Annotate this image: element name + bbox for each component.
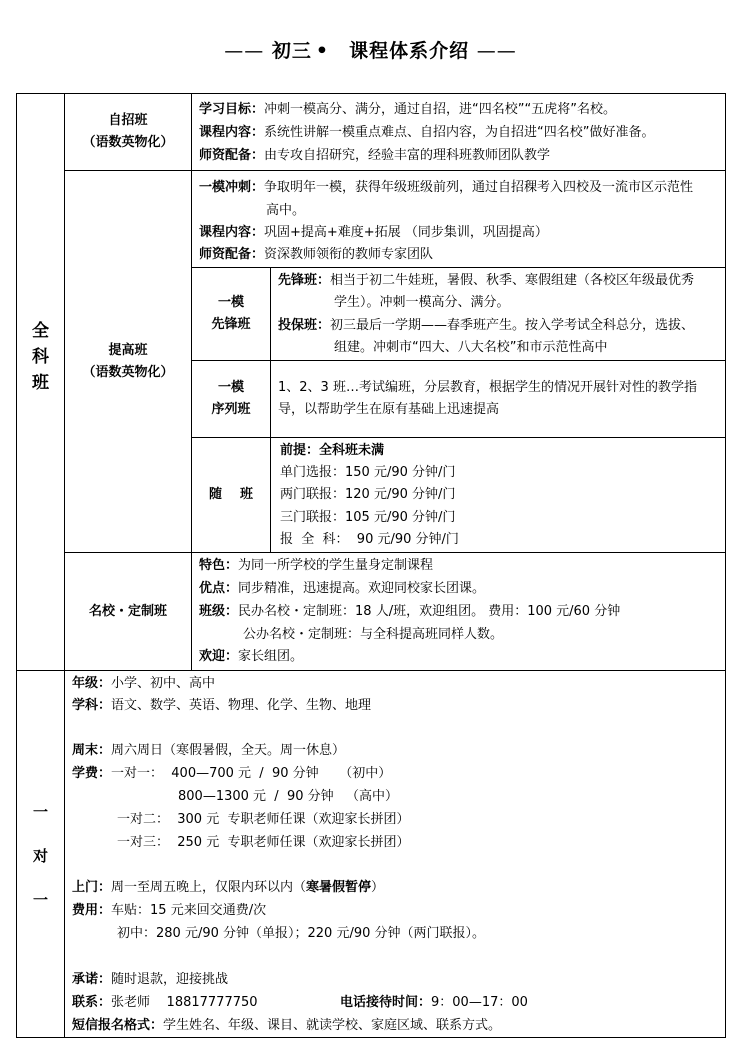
mingxiao-name: 名校・定制班: [88, 603, 167, 619]
sub-class-name: 序列班: [211, 402, 251, 417]
row-label: 师资配备：: [199, 148, 265, 163]
xianfeng-name: [191, 267, 271, 361]
yidui-fee-4: 一对三： 250 元 专职老师任课（欢迎家长拼团）: [117, 835, 410, 850]
row-text: 由专攻自招研究，经验丰富的理科班教师团队教学: [264, 148, 551, 163]
side-char: 科: [32, 347, 49, 367]
row-label: 联系：: [72, 995, 112, 1010]
row-label: 年级：: [72, 676, 112, 691]
row-text: 为同一所学校的学生量身定制课程: [238, 558, 434, 573]
sub-class-name: 先锋班: [211, 317, 251, 332]
row-label: 课程内容：: [199, 125, 265, 140]
row-label: 学费：: [72, 766, 112, 781]
row-label: 一模冲刺：: [199, 180, 265, 195]
title-sub: 课程体系介绍: [349, 40, 470, 62]
title-dash-left: ——: [224, 40, 265, 62]
xianfeng-line-2: [334, 292, 510, 314]
row-label: 上门：: [72, 880, 112, 895]
yidui-grade: [72, 673, 215, 695]
row-text: 一对一： 400—700 元 / 90 分钟 （初中）: [111, 766, 392, 781]
mingxiao-row-class-cont: [243, 624, 503, 646]
yidui-phone-time: [340, 992, 528, 1014]
tigao-row-sprint-cont: [266, 200, 305, 222]
tigao-row-teacher: [199, 244, 433, 266]
yidui-sms: [72, 1015, 501, 1037]
page-title: [0, 36, 741, 63]
row-text: 相当于初二牛娃班，暑假、秋季、寒假组建（各校区年级最优秀: [330, 273, 695, 288]
row-text: 学生）。冲刺一模高分、满分。: [334, 295, 510, 310]
xulie-name: [191, 360, 271, 438]
suiban-price-all: 报 全 科： 90 元/90 分钟/门: [280, 532, 459, 547]
xianfeng-line-3: [278, 315, 694, 337]
yidui-cost-2: 初中：280 元/90 分钟（单报）；220 元/90 分钟（两门联报）。: [117, 926, 485, 941]
row-label: 班级：: [199, 604, 239, 619]
side-char: 一: [32, 891, 48, 909]
yidui-weekend: [72, 740, 345, 762]
row-label: 周末：: [72, 743, 112, 758]
title-main: 初三: [271, 40, 312, 62]
side-char: 一: [32, 803, 48, 821]
row-label: 学习目标：: [199, 102, 265, 117]
row-label: 电话接待时间：: [340, 995, 432, 1010]
row-text: 周一至周五晚上，仅限内环以内（: [111, 880, 307, 895]
row-text: 高中。: [266, 203, 306, 218]
side-char: 对: [32, 847, 48, 865]
xulie-line-1: 1、2、3 班…考试编班，分层教育，根据学生的情况开展针对性的教学指: [278, 380, 697, 395]
row-text: 民办名校・定制班：18 人/班，欢迎组团。 费用：100 元/60 分钟: [238, 604, 621, 619]
mingxiao-row-feature: [199, 555, 433, 577]
row-label: 投保班：: [278, 318, 331, 333]
tigao-name: [64, 170, 192, 553]
yidui-promise: [72, 969, 228, 991]
row-text: 张老师 18817777750: [111, 995, 258, 1010]
suiban-premise: 前提：全科班未满: [280, 443, 385, 458]
yidui-fee-3: 一对二： 300 元 专职老师任课（欢迎家长拼团）: [117, 812, 410, 827]
tigao-row-content: [199, 222, 548, 244]
row-text: 家长组团。: [238, 649, 304, 664]
side-char: 班: [32, 373, 49, 393]
sub-class-name: 一模: [217, 295, 244, 310]
suiban-price-two: 两门联报：120 元/90 分钟/门: [280, 487, 456, 502]
suiban-price-three: 三门联报：105 元/90 分钟/门: [280, 510, 456, 525]
yidui-cost-1: [72, 900, 266, 922]
yidui-side-label: [16, 790, 65, 922]
row-label: 短信报名格式：: [72, 1018, 164, 1033]
quanke-side-label: [16, 318, 65, 396]
suiban-name: 随 班: [208, 487, 254, 502]
row-text: 周六周日（寒假暑假，全天。周一休息）: [111, 743, 346, 758]
yidui-subject: [72, 695, 371, 717]
row-label: 先锋班：: [278, 273, 331, 288]
row-text: 组建。冲刺市“四大、八大名校”和市示范性高中: [334, 340, 608, 355]
zizhao-row-goal: [199, 99, 616, 121]
title-dot: •: [315, 40, 330, 62]
mingxiao-row-class: [199, 601, 620, 623]
row-text: 语文、数学、英语、物理、化学、生物、地理: [111, 698, 372, 713]
tigao-row-sprint: [199, 177, 693, 199]
xianfeng-line-1: [278, 270, 694, 292]
yidui-contact: [72, 992, 258, 1014]
row-text: 资深教师领衔的教师专家团队: [264, 247, 434, 262]
xianfeng-line-4: [334, 337, 607, 359]
row-text: 小学、初中、高中: [111, 676, 216, 691]
xulie-line-2: 导，以帮助学生在原有基础上迅速提高: [278, 402, 500, 417]
class-name: 自招班: [108, 113, 148, 128]
row-label: 特色：: [199, 558, 239, 573]
row-label: 欢迎：: [199, 649, 239, 664]
row-text: 学生姓名、年级、课目、就读学校、家庭区域、联系方式。: [163, 1018, 502, 1033]
row-label: 课程内容：: [199, 225, 265, 240]
yidui-fee-2: 800—1300 元 / 90 分钟 （高中）: [178, 789, 399, 804]
row-text: 9：00—17：00: [431, 995, 528, 1010]
row-text: 同步精准，迅速提高。欢迎同校家长团课。: [238, 581, 486, 596]
row-text: 冲刺一模高分、满分，通过自招，进“四名校”“五虎将”名校。: [264, 102, 616, 117]
mingxiao-row-welcome: [199, 646, 303, 668]
row-text: 车贴：15 元来回交通费/次: [111, 903, 267, 918]
suiban-price-single: 单门选报：150 元/90 分钟/门: [280, 465, 456, 480]
row-text: ）: [371, 880, 385, 895]
row-text-bold: 寒暑假暂停: [306, 880, 372, 895]
row-text: 巩固+提高+难度+拓展 （同步集训，巩固提高）: [264, 225, 548, 240]
row-label: 费用：: [72, 903, 112, 918]
class-subjects: （语数英物化）: [82, 364, 174, 380]
row-label: 学科：: [72, 698, 112, 713]
row-text: 随时退款，迎接挑战: [111, 972, 229, 987]
yidui-fee-1: [72, 763, 391, 785]
class-subjects: （语数英物化）: [82, 135, 174, 150]
row-text: 争取明年一模，获得年级班级前列，通过自招稞考入四校及一流市区示范性: [264, 180, 694, 195]
side-char: 全: [32, 321, 49, 341]
zizhao-row-teacher: [199, 145, 550, 167]
row-text: 初三最后一学期——春季班产生。按入学考试全科总分，选拔、: [330, 318, 695, 333]
row-text: 系统性讲解一模重点难点、自招内容，为自招进“四名校”做好准备。: [264, 125, 655, 140]
mingxiao-row-advantage: [199, 578, 485, 600]
row-text: 公办名校・定制班：与全科提高班同样人数。: [243, 627, 504, 642]
zizhao-name: [64, 93, 192, 171]
class-name: 提高班: [108, 342, 148, 358]
yidui-home: [72, 877, 384, 899]
row-label: 师资配备：: [199, 247, 265, 262]
zizhao-row-content: [199, 122, 655, 144]
sub-class-name: 一模: [217, 380, 244, 395]
title-dash-right: ——: [476, 40, 517, 62]
row-label: 优点：: [199, 581, 239, 596]
row-label: 承诺：: [72, 972, 112, 987]
